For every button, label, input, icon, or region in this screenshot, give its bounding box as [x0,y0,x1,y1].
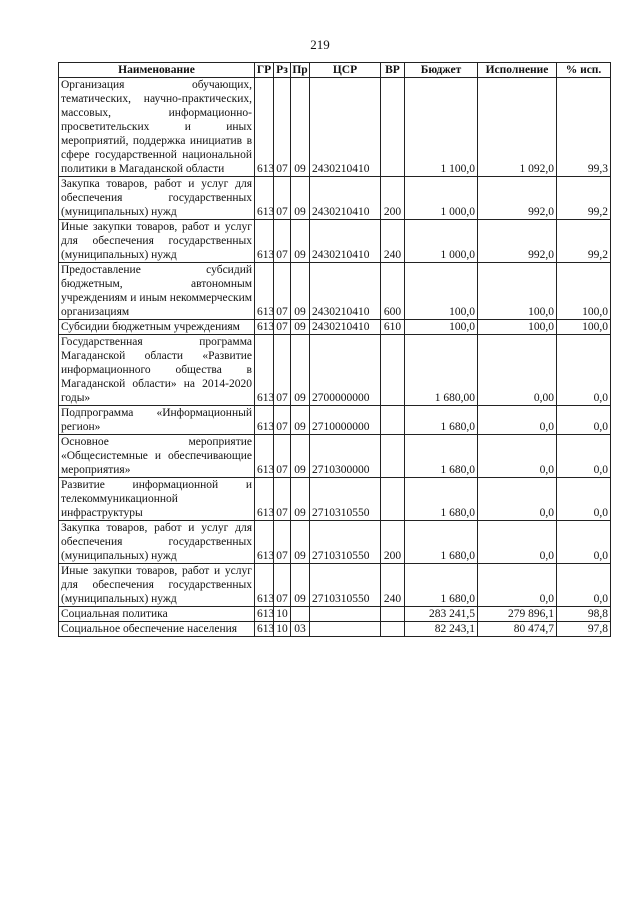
cell-vr: 610 [381,320,405,335]
table-row [59,622,611,637]
cell-exec: 80 474,7 [478,622,557,637]
cell-name: Организация обучающих, тематических, научно-практических, массовых, информационно-просветительских и иных мероприятий, поддержка инициатив в сфере государственной национальной политики в Магаданской области [59,78,255,177]
header-percent: % исп. [557,63,611,78]
page-number: 219 [310,37,330,52]
cell-gr: 613 [255,177,274,220]
cell-budget: 1 680,00 [405,335,478,406]
cell-pr: 09 [291,335,310,406]
cell-name: Предоставление субсидий бюджетным, автономным учреждениям и иным некоммерческим организациям [59,263,255,320]
cell-vr [381,622,405,637]
cell-budget: 1 680,0 [405,478,478,521]
cell-gr: 613 [255,406,274,435]
cell-pct: 100,0 [557,263,611,320]
cell-pr: 09 [291,320,310,335]
cell-gr: 613 [255,521,274,564]
cell-csr: 2430210410 [310,78,381,177]
cell-pct: 0,0 [557,478,611,521]
cell-gr: 613 [255,435,274,478]
cell-csr: 2710300000 [310,435,381,478]
cell-budget: 1 680,0 [405,406,478,435]
cell-csr: 2430210410 [310,320,381,335]
cell-gr: 613 [255,607,274,622]
cell-name: Иные закупки товаров, работ и услуг для обеспечения государственных (муниципальных) нужд [59,564,255,607]
cell-pr: 09 [291,78,310,177]
cell-rz: 07 [274,177,291,220]
cell-csr: 2430210410 [310,220,381,263]
table-row [59,521,611,564]
cell-gr: 613 [255,564,274,607]
cell-gr: 613 [255,622,274,637]
cell-name: Социальная политика [59,607,255,622]
cell-pct: 0,0 [557,521,611,564]
table-row [59,335,611,406]
cell-exec: 0,0 [478,564,557,607]
cell-pct: 0,0 [557,406,611,435]
cell-budget: 1 680,0 [405,435,478,478]
header-execution: Исполнение [478,63,557,78]
cell-name: Основное мероприятие «Общесистемные и обеспечивающие мероприятия» [59,435,255,478]
cell-gr: 613 [255,335,274,406]
cell-rz: 07 [274,406,291,435]
cell-exec: 1 092,0 [478,78,557,177]
cell-exec: 992,0 [478,177,557,220]
cell-pr: 09 [291,406,310,435]
cell-vr: 200 [381,177,405,220]
cell-budget: 1 680,0 [405,521,478,564]
cell-csr: 2710000000 [310,406,381,435]
cell-rz: 07 [274,521,291,564]
table-row [59,220,611,263]
cell-pct: 0,0 [557,564,611,607]
cell-exec: 279 896,1 [478,607,557,622]
cell-pr: 09 [291,263,310,320]
table-body [59,78,611,637]
cell-csr: 2430210410 [310,263,381,320]
cell-pr: 09 [291,435,310,478]
cell-budget: 1 100,0 [405,78,478,177]
cell-rz: 07 [274,564,291,607]
cell-vr: 600 [381,263,405,320]
cell-vr [381,478,405,521]
cell-budget: 1 680,0 [405,564,478,607]
table-row [59,177,611,220]
cell-rz: 07 [274,335,291,406]
header-name: Наименование [59,63,255,78]
cell-budget: 100,0 [405,263,478,320]
cell-pr [291,607,310,622]
cell-exec: 0,0 [478,478,557,521]
cell-name: Субсидии бюджетным учреждениям [59,320,255,335]
table-row [59,478,611,521]
cell-rz: 07 [274,435,291,478]
cell-pct: 99,2 [557,220,611,263]
cell-rz: 10 [274,622,291,637]
cell-vr [381,78,405,177]
cell-csr: 2710310550 [310,478,381,521]
cell-vr [381,406,405,435]
cell-pct: 0,0 [557,335,611,406]
cell-rz: 07 [274,220,291,263]
cell-rz: 07 [274,320,291,335]
cell-pr: 09 [291,478,310,521]
cell-vr [381,335,405,406]
table-row [59,564,611,607]
cell-rz: 07 [274,478,291,521]
cell-exec: 0,0 [478,435,557,478]
cell-pr: 09 [291,564,310,607]
cell-csr: 2700000000 [310,335,381,406]
budget-table [58,62,611,637]
cell-budget: 82 243,1 [405,622,478,637]
cell-name: Государственная программа Магаданской области «Развитие информационного общества в Магаданской области» на 2014-2020 годы» [59,335,255,406]
cell-pr: 09 [291,177,310,220]
cell-name: Подпрограмма «Информационный регион» [59,406,255,435]
cell-csr [310,607,381,622]
cell-exec: 100,0 [478,320,557,335]
cell-gr: 613 [255,78,274,177]
cell-vr [381,435,405,478]
header-vr: ВР [381,63,405,78]
cell-rz: 07 [274,263,291,320]
cell-exec: 0,00 [478,335,557,406]
cell-exec: 0,0 [478,521,557,564]
table-row [59,78,611,177]
table-header-row [59,63,611,78]
cell-pr: 09 [291,521,310,564]
cell-budget: 1 000,0 [405,177,478,220]
cell-pr: 09 [291,220,310,263]
cell-csr: 2710310550 [310,521,381,564]
cell-vr: 200 [381,521,405,564]
header-budget: Бюджет [405,63,478,78]
cell-exec: 100,0 [478,263,557,320]
cell-name: Развитие информационной и телекоммуникационной инфраструктуры [59,478,255,521]
cell-pct: 98,8 [557,607,611,622]
cell-pct: 97,8 [557,622,611,637]
header-csr: ЦСР [310,63,381,78]
cell-name: Социальное обеспечение населения [59,622,255,637]
header-gr: ГР [255,63,274,78]
table-row [59,320,611,335]
cell-name: Закупка товаров, работ и услуг для обеспечения государственных (муниципальных) нужд [59,177,255,220]
cell-vr [381,607,405,622]
cell-exec: 0,0 [478,406,557,435]
cell-rz: 10 [274,607,291,622]
cell-csr [310,622,381,637]
cell-gr: 613 [255,220,274,263]
table-row [59,607,611,622]
cell-name: Иные закупки товаров, работ и услуг для обеспечения государственных (муниципальных) нужд [59,220,255,263]
header-pr: Пр [292,64,308,76]
cell-budget: 100,0 [405,320,478,335]
cell-csr: 2710310550 [310,564,381,607]
cell-pct: 0,0 [557,435,611,478]
cell-gr: 613 [255,478,274,521]
table-row [59,435,611,478]
cell-gr: 613 [255,320,274,335]
header-rz: Рз [274,63,291,78]
table-row [59,263,611,320]
cell-budget: 283 241,5 [405,607,478,622]
cell-vr: 240 [381,564,405,607]
cell-gr: 613 [255,263,274,320]
cell-budget: 1 000,0 [405,220,478,263]
cell-exec: 992,0 [478,220,557,263]
cell-rz: 07 [274,78,291,177]
cell-pct: 99,3 [557,78,611,177]
cell-pct: 100,0 [557,320,611,335]
table-row [59,406,611,435]
cell-vr: 240 [381,220,405,263]
cell-pct: 99,2 [557,177,611,220]
cell-pr: 03 [291,622,310,637]
cell-name: Закупка товаров, работ и услуг для обеспечения государственных (муниципальных) нужд [59,521,255,564]
cell-csr: 2430210410 [310,177,381,220]
